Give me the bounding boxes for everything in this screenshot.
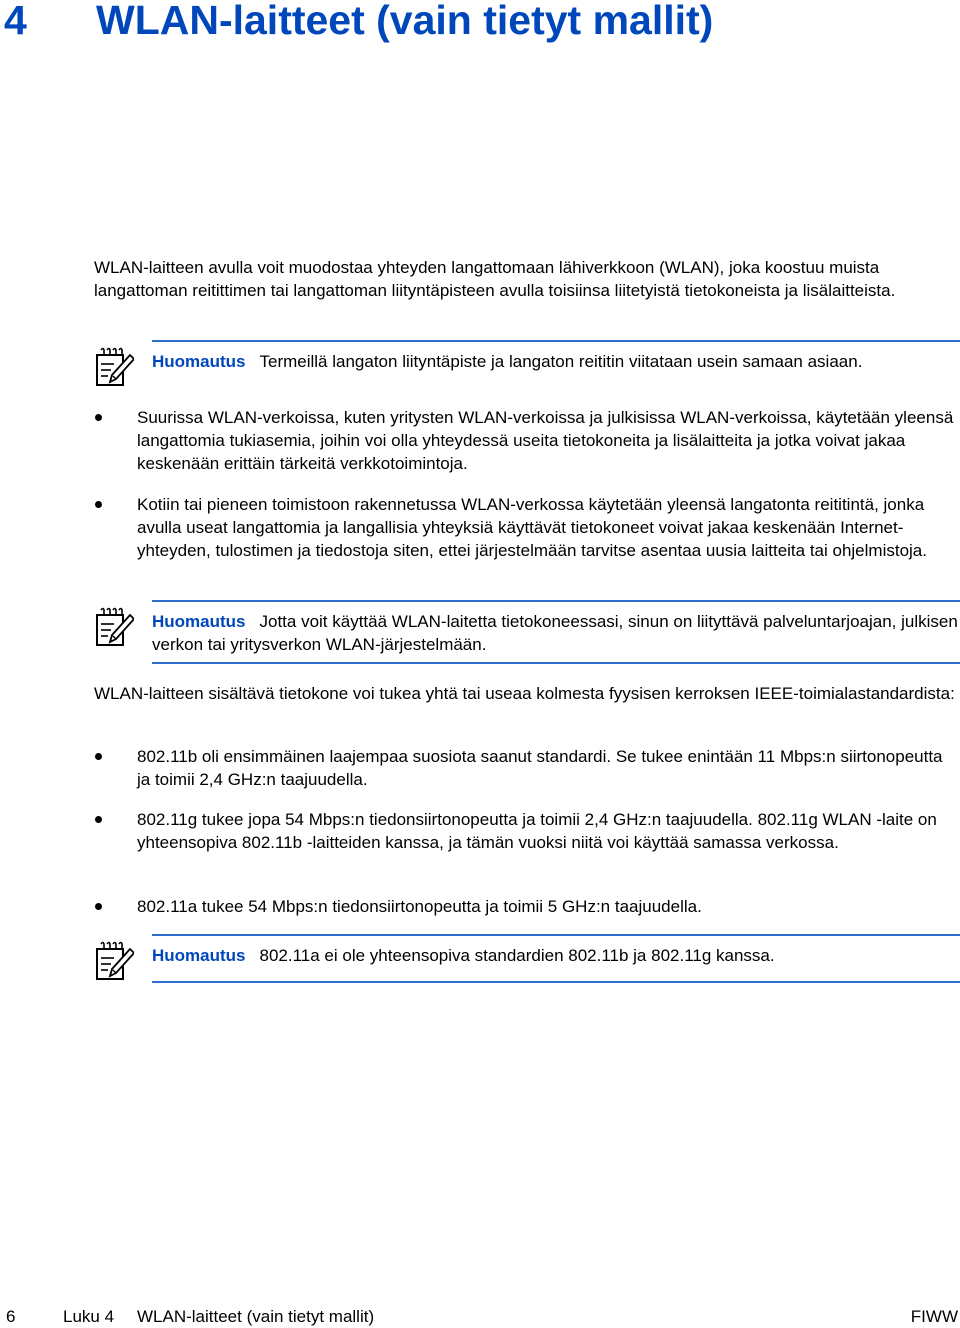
list-item-text: 802.11b oli ensimmäinen laajempaa suosiota saanut standardi. Se tukee enintään 11 Mbps:n siirtonopeutta ja toimii 2,4 GHz:n taajuudella. [137, 747, 943, 789]
bullet-icon [95, 501, 102, 508]
list-item [94, 406, 960, 475]
footer-brand: FIWW [910, 1307, 958, 1326]
list-item-text: Suurissa WLAN-verkoissa, kuten yritysten WLAN-verkoissa ja julkisissa WLAN-verkoissa, käytetään yleensä langattomia tukiasemia, joihin voi olla yhteydessä useita tietokoneita ja lisälaitteita ja jotka voivat jakaa keskenään erittäin tärkeitä verkkotoimintoja. [137, 408, 954, 473]
chapter-title-text: WLAN-laitteet (vain tietyt mallit) [96, 0, 714, 43]
list-item [94, 808, 960, 854]
intro-paragraph: WLAN-laitteen avulla voit muodostaa yhteyden langattomaan lähiverkkoon (WLAN), joka koostuu muista langattoman reitittimen tai langattoman liityntäpisteen avulla toisiinsa liitetyistä tietokoneista ja lisälaitteista. [94, 258, 896, 300]
list-item [94, 493, 960, 562]
bullet-icon [95, 753, 102, 760]
footer-chapter-ref: Luku 4 [63, 1307, 115, 1326]
page-footer [0, 1305, 960, 1328]
chapter-number: 4 [4, 0, 27, 43]
list-item [94, 895, 960, 918]
note-body: Termeillä langaton liityntäpiste ja langaton reititin viitataan usein samaan asiaan. [259, 352, 863, 371]
note-text [152, 610, 960, 656]
note-bottom-rule [152, 662, 960, 664]
page-number: 6 [6, 1307, 16, 1326]
standards-intro: WLAN-laitteen sisältävä tietokone voi tukea yhtä tai useaa kolmesta fyysisen kerroksen IEEE-toimialastandardista: [94, 684, 955, 703]
list-item-text: 802.11g tukee jopa 54 Mbps:n tiedonsiirtonopeutta ja toimii 2,4 GHz:n taajuudella. 802.11g WLAN -laite on yhteensopiva 802.11b -laitteiden kanssa, ja tämän vuoksi niitä voi käyttää samassa verkossa. [137, 810, 937, 852]
notepad-pencil-icon [94, 940, 134, 982]
bullet-icon [95, 816, 102, 823]
note-bottom-rule [152, 981, 960, 983]
notepad-pencil-icon [94, 606, 134, 648]
note-body: 802.11a ei ole yhteensopiva standardien 802.11b ja 802.11g kanssa. [259, 946, 775, 965]
list-item-text: 802.11a tukee 54 Mbps:n tiedonsiirtonopeutta ja toimii 5 GHz:n taajuudella. [137, 897, 702, 916]
list-item [94, 745, 960, 791]
footer-chapter-name: WLAN-laitteet (vain tietyt mallit) [137, 1307, 375, 1326]
list-item-text: Kotiin tai pieneen toimistoon rakennetussa WLAN-verkossa käytetään yleensä langatonta reititintä, jonka avulla useat langattomia ja langallisia yhteyksiä käyttävät tietokoneet voivat jakaa keskenään Internet-yhteyden, tulostimen ja tiedostoja siten, ettei järjestelmään tarvitse asentaa uusia laitteita tai ohjelmistoja. [137, 495, 927, 560]
note-label: Huomautus [152, 352, 246, 371]
note-box [94, 600, 960, 664]
note-label: Huomautus [152, 946, 246, 965]
note-top-rule [152, 934, 960, 936]
note-top-rule [152, 340, 960, 342]
note-top-rule [152, 600, 960, 602]
bullet-icon [95, 903, 102, 910]
note-box [94, 934, 960, 984]
note-box [94, 340, 960, 386]
note-body: Jotta voit käyttää WLAN-laitetta tietokoneessasi, sinun on liityttävä palveluntarjoajan, julkisen verkon tai yritysverkon WLAN-järjestelmään. [152, 612, 958, 654]
note-text [152, 944, 960, 967]
notepad-pencil-icon [94, 346, 134, 388]
note-label: Huomautus [152, 612, 246, 631]
bullet-icon [95, 414, 102, 421]
note-text [152, 350, 960, 373]
chapter-title [4, 0, 713, 46]
